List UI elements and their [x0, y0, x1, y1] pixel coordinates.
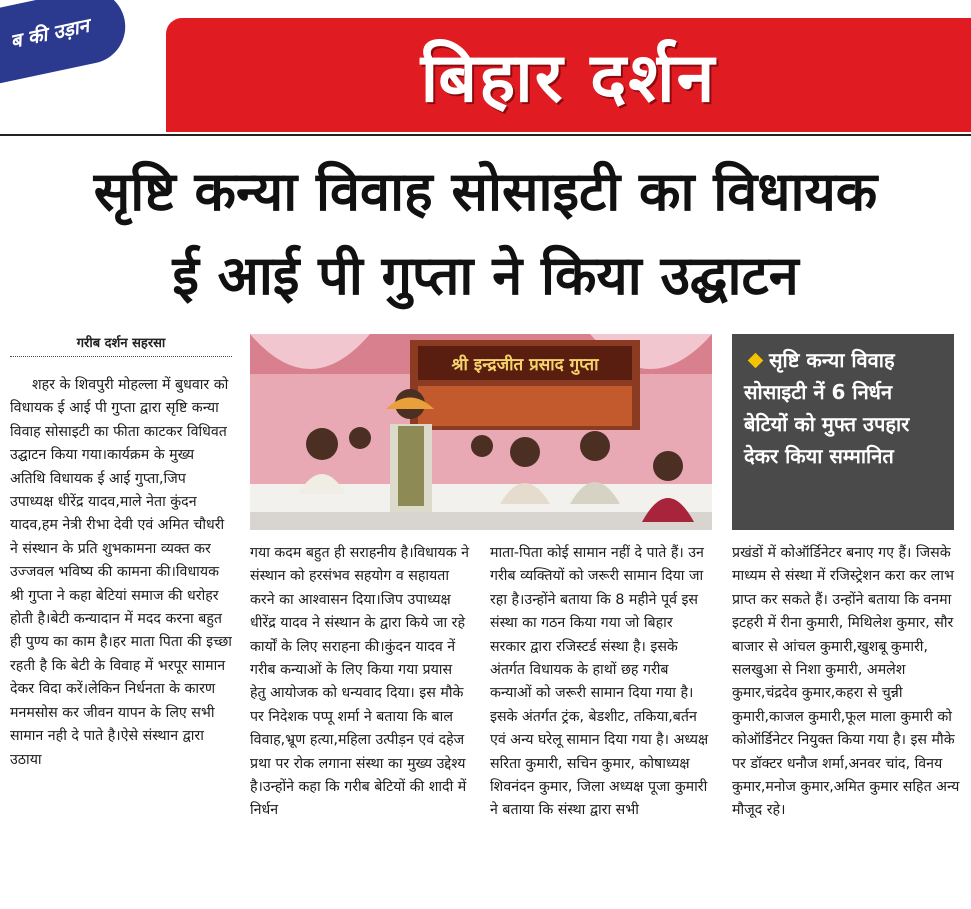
badge-text: ब की उड़ान [8, 14, 91, 53]
section-badge [0, 0, 132, 86]
diamond-bullet-icon [748, 352, 764, 368]
article-column-1: शहर के शिवपुरी मोहल्ला में बुधवार को विधायक ई आई पी गुप्ता द्वारा सृष्टि कन्या विवाह सोसाइटी का फीता काटकर विधिवत उद्घाटन किया गया।कार्यक्रम के मुख्य अतिथि विधायक ई आई गुप्ता,जिप उपाध्यक्ष धीरेंद्र यादव,माले नेता कुंदन यादव,हम नेत्री रीभा देवी एवं अमित चौधरी ने संस्थान के प्रति शुभकामना व्यक्त कर उज्जवल भविष्य की कामना की।विधायक श्री गुप्ता ने कहा बेटियां समाज की धरोहर होती है।बेटी कन्यादान में मदद करना बहुत ही पुण्य का काम है।हर माता पिता की इच्छा रहती है कि बेटी के विवाह में भरपूर सामान देकर विदा करें।लेकिन निर्धनता के कारण मनमसोस कर जीवन यापन के लिए सभी सामान नही दे पाते है।ऐसे संस्थान द्वारा उठाया [10, 377, 232, 768]
headline-line-2: ई आई पी गुप्ता ने किया उद्घाटन [172, 244, 799, 307]
article-column-3: माता-पिता कोई सामान नहीं दे पाते हैं। उन गरीब व्यक्तियों को जरूरी सामान दिया जा रहा है।उन्होंने बताया कि 8 महीने पूर्व इस संस्था का गठन किया गया जो बिहार सरकार द्वारा रजिस्टर्ड संस्था है। इसके अंतर्गत विधायक के हाथों छह गरीब कन्याओं को जरूरी सामान दिया गया है।इसके अंतर्गत ट्रंक, बेडशीट, तकिया,बर्तन एवं अन्य घरेलू सामान दिया गया है। अध्यक्ष सरिता कुमारी, सचिन कुमार, कोषाध्यक्ष शिवनंदन कुमार, जिला अध्यक्ष पूजा कुमारी ने बताया कि संस्था द्वारा सभी [490, 545, 709, 819]
dateline-divider [10, 356, 232, 357]
article-column-4: प्रखंडों में कोऑर्डिनेटर बनाए गए हैं। जिसके माध्यम से संस्था में रजिस्ट्रेशन करा कर लाभ प्राप्त कर सकते हैं। उन्होंने बताया कि वनमा इटहरी में रीना कुमारी, मिथिलेश कुमार, सौर बाजार से आंचल कुमारी,खुशबू कुमारी, सलखुआ से निशा कुमारी, अमलेश कुमार,चंद्रदेव कुमार,कहरा से चुन्नी कुमारी,काजल कुमारी,फूल माला कुमारी को कोऑर्डिनेटर नियुक्त किया गया है। इस मौके पर डॉक्टर धनौज शर्मा,अनवर चांद, विनय कुमार,मनोज कुमार,अमित कुमार सहित अन्य मौजूद रहे। [732, 545, 960, 819]
highlight-text: सृष्टि कन्या विवाह सोसाइटी नें 6 निर्धन बेटियों को मुफ्त उपहार देकर किया सम्मानित [744, 348, 910, 468]
section-title: बिहार दर्शन [420, 39, 717, 118]
photo-banner-text: श्री इन्द्रजीत प्रसाद गुप्ता [451, 355, 599, 375]
event-photo [250, 334, 712, 530]
highlight-box [732, 334, 954, 530]
article-column-2: गया कदम बहुत ही सराहनीय है।विधायक ने संस्थान को हरसंभव सहयोग व सहायता करने का आश्वासन दिया।जिप उपाध्यक्ष धीरेंद्र यादव ने संस्थान के द्वारा किये जा रहे कार्यों के लिए सराहना की।कुंदन यादव नें गरीब कन्याओं के लिए किया गया प्रयास हेतु आयोजक को धन्यवाद दिया। इस मौके पर निदेशक पप्पू शर्मा ने बताया कि बाल विवाह,भ्रूण हत्या,महिला उत्पीड़न एवं दहेज प्रथा पर रोक लगाना संस्था का मुख्य उद्देश्य है।उन्होंने कहा कि गरीब बेटियों की शादी में निर्धन [250, 545, 470, 819]
section-banner [166, 18, 971, 132]
header-divider [0, 134, 971, 136]
headline-line-1: सृष्टि कन्या विवाह सोसाइटी का विधायक [93, 160, 878, 223]
dateline: गरीब दर्शन सहरसा [76, 336, 166, 351]
article-headline [0, 150, 971, 318]
event-photo-illustration [250, 334, 712, 530]
